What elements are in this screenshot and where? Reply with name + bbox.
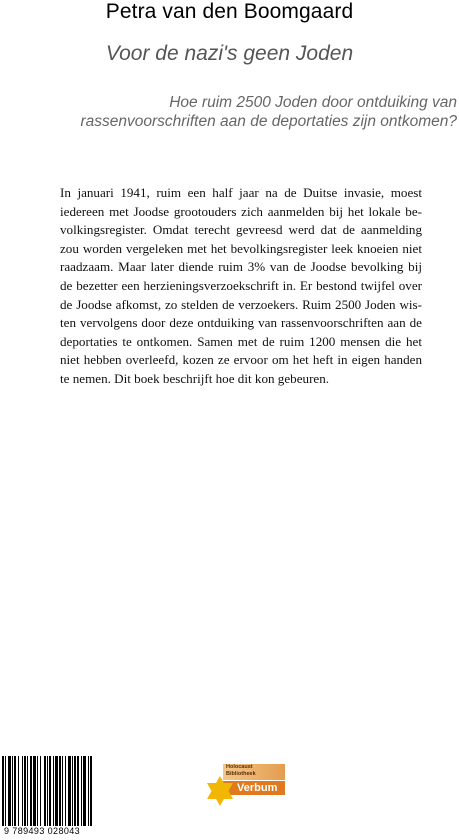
barcode-bar <box>49 756 51 826</box>
barcode-bar <box>44 756 46 826</box>
book-subtitle <box>17 93 457 131</box>
blurb-line: zou worden vergeleken met het bevolkingsregister leek knoeien niet <box>60 240 422 256</box>
barcode-bar <box>65 756 66 826</box>
blurb-line: ten vervolgens door deze ontduiking van rassenvoorschriften aan de <box>60 315 422 331</box>
publisher-series-line: Bibliotheek <box>226 770 256 777</box>
barcode-bar <box>88 756 89 826</box>
barcode-bar <box>72 756 73 826</box>
blurb-line: de bezetter een herzieningsverzoekschrift in. Er bestond twijfel over <box>60 277 422 293</box>
barcode-bar <box>81 756 82 826</box>
isbn-number: 9 789493 028043 <box>4 826 81 836</box>
blurb-text <box>60 184 422 389</box>
barcode-bar <box>5 756 6 826</box>
publisher-series-line: Holocaust <box>226 764 253 770</box>
publisher-name: Verbum <box>223 781 285 795</box>
barcode-bar <box>8 756 11 826</box>
barcode-bar <box>62 756 63 826</box>
barcode-bar <box>59 756 61 826</box>
author-name: Petra van den Boomgaard <box>105 0 354 23</box>
barcode-bar <box>18 756 19 826</box>
barcode-bars <box>0 756 127 826</box>
blurb-line: In januari 1941, ruim een half jaar na de Duitse invasie, moest <box>60 185 422 200</box>
blurb-line: te nemen. Dit boek beschrijft hoe dit kon gebeuren. <box>60 370 330 386</box>
barcode-bar <box>30 756 32 826</box>
barcode-bar <box>12 756 13 826</box>
barcode-bar <box>2 756 4 826</box>
barcode-bar <box>47 756 48 826</box>
publisher-logo <box>203 762 293 822</box>
blurb-line: de Joodse afkomst, zo stelden de verzoekers. Ruim 2500 Joden wis- <box>60 296 422 312</box>
barcode-bar <box>53 756 54 826</box>
barcode-bar <box>68 756 71 826</box>
book-title: Voor de nazi's geen Joden <box>105 42 354 65</box>
blurb-line: iedereen met Joodse grootouders zich aanmelden bij het lokale be- <box>60 203 422 219</box>
barcode-bar <box>37 756 38 826</box>
barcode-bar <box>40 756 41 826</box>
barcode-bar <box>83 756 86 826</box>
barcode-bar <box>55 756 58 826</box>
subtitle-line: rassenvoorschriften aan de deportaties zijn ontkomen? <box>80 113 457 130</box>
barcode-bar <box>33 756 36 826</box>
barcode-bar <box>22 756 23 826</box>
subtitle-line: Hoe ruim 2500 Joden door ontduiking van <box>169 94 457 111</box>
star-of-david-icon <box>203 774 237 808</box>
blurb-line: volkingsregister. Omdat terecht gevreesd werd dat de aanmelding <box>60 222 422 238</box>
blurb-line: raadzaam. Maar later diende ruim 3% van de Joodse bevolking bij <box>60 259 422 275</box>
barcode-bar <box>77 756 79 826</box>
barcode-bar <box>27 756 28 826</box>
barcode-bar <box>14 756 16 826</box>
blurb-line: deportaties te ontkomen. Samen met de ruim 1200 mensen die het <box>60 333 422 349</box>
barcode-bar <box>74 756 76 826</box>
barcode-bar <box>90 756 92 826</box>
blurb-line: niet hebben overleefd, kozen ze ervoor om het heft in eigen handen <box>60 352 422 368</box>
barcode-bar <box>24 756 26 826</box>
